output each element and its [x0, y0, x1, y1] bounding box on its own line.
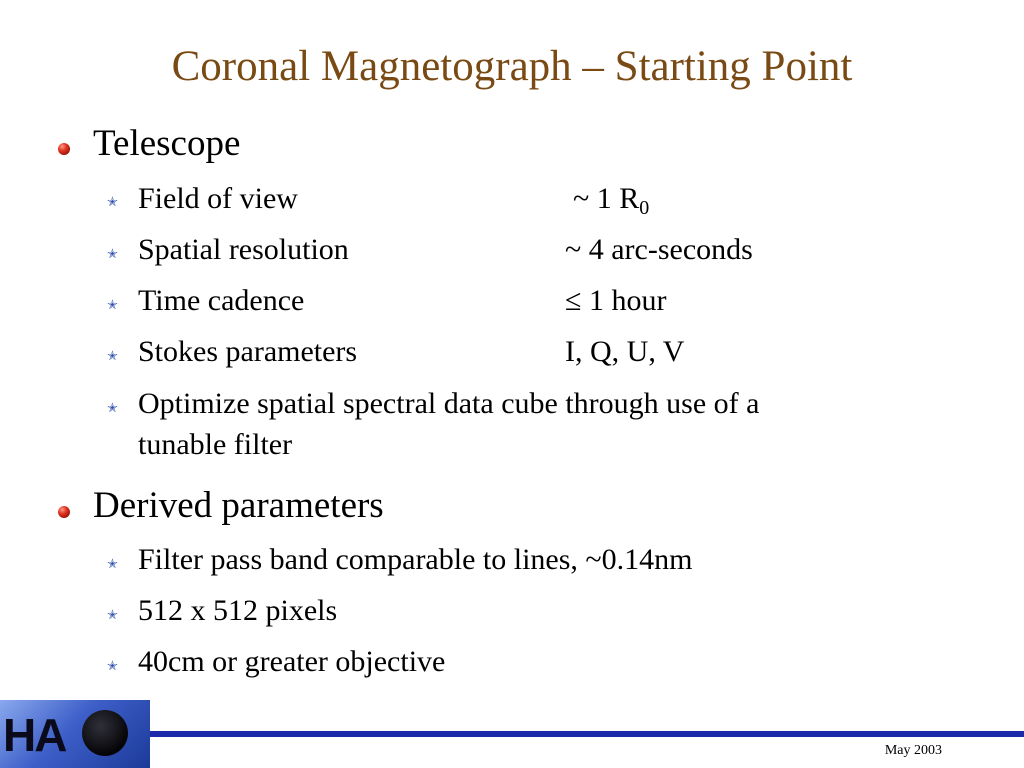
- star-bullet-icon: ✭: [107, 608, 118, 623]
- item-label-spatial-resolution: Spatial resolution: [138, 233, 349, 266]
- footer-date: May 2003: [884, 743, 942, 758]
- section-heading-derived-parameters: Derived parameters: [93, 485, 384, 526]
- star-bullet-icon: ✭: [107, 401, 118, 416]
- item-label-optimize-line1: Optimize spatial spectral data cube through use of a: [138, 387, 760, 420]
- logo-text: HA: [3, 709, 66, 761]
- slide-title: Coronal Magnetograph – Starting Point: [171, 43, 853, 90]
- item-value-spatial-resolution: ~ 4 arc-seconds: [565, 233, 753, 266]
- star-bullet-icon: ✭: [107, 659, 118, 674]
- star-bullet-icon: ✭: [107, 195, 118, 210]
- star-bullet-icon: ✭: [107, 557, 118, 572]
- item-label-time-cadence: Time cadence: [138, 284, 305, 317]
- item-label-stokes-parameters: Stokes parameters: [138, 335, 358, 368]
- item-value-stokes-parameters: I, Q, U, V: [565, 335, 685, 368]
- footer-divider: [150, 731, 1024, 737]
- value-main: ~ 1 R: [573, 182, 640, 215]
- hao-logo: [0, 700, 150, 768]
- star-bullet-icon: ✭: [107, 298, 118, 313]
- value-subscript: 0: [639, 197, 650, 219]
- item-label-objective: 40cm or greater objective: [138, 645, 446, 678]
- section-heading-telescope: Telescope: [93, 123, 241, 164]
- star-bullet-icon: ✭: [107, 247, 118, 262]
- item-label-pixels: 512 x 512 pixels: [138, 594, 338, 627]
- item-label-filter-pass-band: Filter pass band comparable to lines, ~0.14nm: [138, 543, 693, 576]
- item-label-field-of-view: Field of view: [138, 182, 298, 215]
- logo-sphere-icon: [82, 710, 128, 756]
- star-bullet-icon: ✭: [107, 349, 118, 364]
- red-sphere-bullet-icon: [58, 506, 70, 518]
- item-value-field-of-view: [573, 181, 649, 217]
- item-value-time-cadence: ≤ 1 hour: [565, 284, 667, 317]
- red-sphere-bullet-icon: [58, 143, 70, 155]
- item-label-optimize-line2: tunable filter: [138, 428, 293, 461]
